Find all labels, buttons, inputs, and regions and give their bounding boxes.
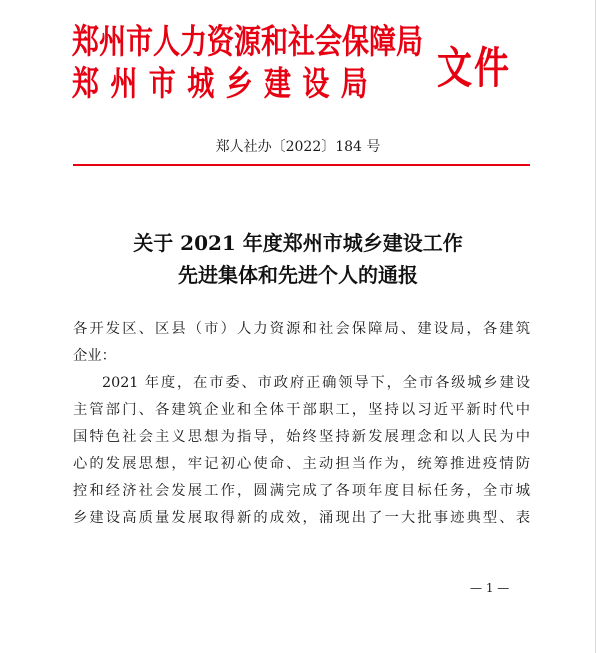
document-number: 郑人社办〔2022〕184 号 bbox=[215, 139, 381, 155]
document-type-label: 文件 bbox=[437, 42, 512, 94]
body-line: 控和经济社会发展工作，圆满完成了各项年度目标任务，全市城 bbox=[73, 483, 530, 499]
red-divider-line bbox=[73, 164, 530, 166]
salutation-line: 各开发区、区县（市）人力资源和社会保障局、建设局，各建筑 bbox=[73, 321, 530, 337]
body-line: 乡建设高质量发展取得新的成效，涌现出了一大批事迹典型、表 bbox=[73, 510, 530, 526]
page-number: — 1 — bbox=[470, 581, 510, 595]
issuer-name-line-1: 郑州市人力资源和社会保障局 bbox=[72, 22, 423, 62]
document-title-line-2: 先进集体和先进个人的通报 bbox=[178, 263, 418, 287]
document-title-line-1: 关于 2021 年度郑州市城乡建设工作 bbox=[133, 231, 463, 255]
issuer-name-line-2: 郑州市城乡建设局 bbox=[72, 64, 380, 104]
body-paragraph bbox=[73, 370, 530, 532]
body-line: 心的发展思想，牢记初心使命、主动担当作为，统筹推进疫情防 bbox=[73, 456, 530, 472]
body-line: 国特色社会主义思想为指导，始终坚持新发展理念和以人民为中 bbox=[73, 429, 530, 445]
letterhead bbox=[72, 14, 532, 109]
body-line: 2021 年度，在市委、市政府正确领导下，全市各级城乡建设 bbox=[102, 375, 530, 391]
body-line: 主管部门、各建筑企业和全体干部职工，坚持以习近平新时代中 bbox=[73, 402, 530, 418]
salutation bbox=[73, 316, 530, 370]
salutation-line: 企业： bbox=[73, 348, 116, 364]
